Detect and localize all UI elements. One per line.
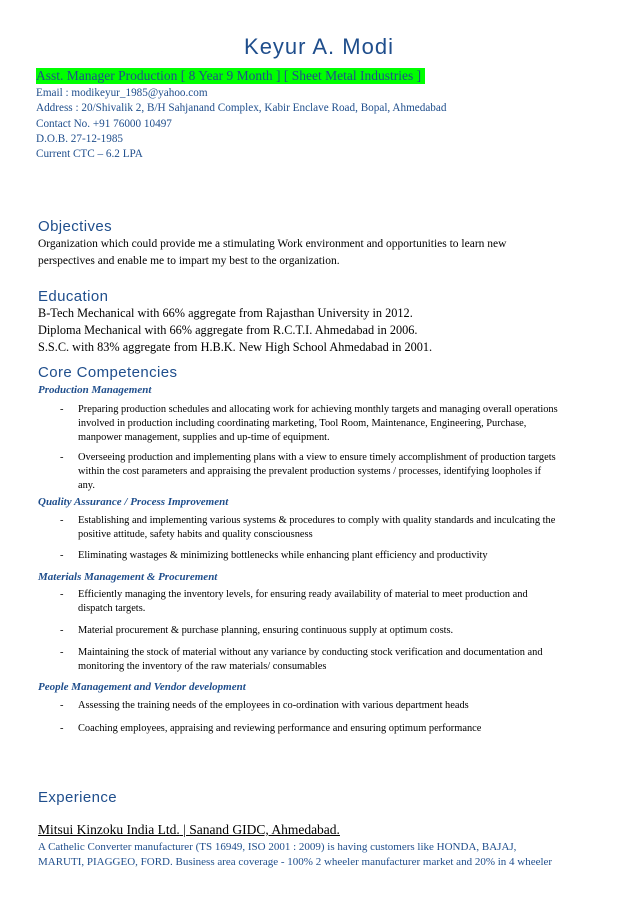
objectives-line: Organization which could provide me a stimulating Work environment and opportunities to learn new — [38, 238, 507, 250]
description-line: MARUTI, PIAGGEO, FORD. Business area coverage - 100% 2 wheeler manufacturer market and 20% in 4 wheeler — [38, 856, 553, 868]
bullet-line: Establishing and implementing various systems & procedures to comply with quality standards and inculcating the — [78, 515, 556, 526]
company-line — [38, 822, 340, 838]
bullet-line: positive attitude, safety habits and quality consciousness — [78, 528, 313, 540]
bullet-line: Efficiently managing the inventory levels, for ensuring ready availability of material to meet production and — [78, 589, 528, 600]
bullet-dash: - — [60, 550, 64, 561]
bullet-line: manpower management, supplies and up-time of equipment. — [78, 431, 330, 443]
company-location: | Sanand GIDC, Ahmedabad. — [179, 822, 340, 837]
bullet-dash: - — [60, 700, 64, 711]
bullet-line: Assessing the training needs of the employees in co-ordination with various department heads — [78, 700, 469, 711]
bullet-line: within the cost parameters and appraising the prevalent production systems / processes, identifying loopholes if — [78, 465, 542, 477]
objectives-text — [38, 236, 578, 270]
bullet-dash: - — [60, 723, 64, 734]
people-subheading: People Management and Vendor development — [38, 681, 246, 693]
company-description — [38, 840, 598, 870]
address-line: Address : 20/Shivalik 2, B/H Sahjanand Complex, Kabir Enclave Road, Bopal, Ahmedabad — [36, 102, 447, 115]
bullet-dash: - — [60, 404, 64, 415]
bullet-line: Overseeing production and implementing plans with a view to ensure timely accomplishment of production targets — [78, 452, 556, 463]
bullet-dash: - — [60, 647, 64, 658]
bullet-dash: - — [60, 515, 64, 526]
education-list — [38, 305, 432, 356]
education-item: S.S.C. with 83% aggregate from H.B.K. New High School Ahmedabad in 2001. — [38, 340, 433, 354]
competencies-heading: Core Competencies — [38, 364, 178, 381]
bullet-line: monitoring the inventory of the raw materials/ consumables — [78, 660, 327, 672]
education-item: B-Tech Mechanical with 66% aggregate from Rajasthan University in 2012. — [38, 306, 413, 320]
description-line: A Cathelic Converter manufacturer (TS 16949, ISO 2001 : 2009) is having customers like HONDA, BAJAJ, — [38, 841, 517, 853]
email-line: Email : modikeyur_1985@yahoo.com — [36, 87, 208, 99]
bullet-line: Eliminating wastages & minimizing bottlenecks while enhancing plant efficiency and productivity — [78, 550, 488, 561]
bullet-dash: - — [60, 625, 64, 636]
dob-line: D.O.B. 27-12-1985 — [36, 132, 124, 145]
bullet-line: any. — [78, 479, 95, 491]
bullet-line: dispatch targets. — [78, 602, 146, 614]
bullet-line: Preparing production schedules and allocating work for achieving monthly targets and managing overall operations — [78, 404, 558, 415]
bullet-line: Maintaining the stock of material without any variance by conducting stock verification and documentation and — [78, 647, 543, 658]
contact-block — [36, 86, 446, 162]
bullet-line: Material procurement & purchase planning, ensuring continuous supply at optimum costs. — [78, 625, 454, 636]
bullet-line: Coaching employees, appraising and reviewing performance and ensuring optimum performance — [78, 723, 482, 734]
company-name: Mitsui Kinzoku India Ltd. — [38, 822, 180, 837]
candidate-name: Keyur A. Modi — [244, 34, 394, 59]
bullet-dash: - — [60, 589, 64, 600]
education-heading: Education — [38, 288, 109, 305]
bullet-dash: - — [60, 452, 64, 463]
objectives-line: perspectives and enable me to impart my best to the organization. — [38, 255, 340, 267]
ctc-line: Current CTC – 6.2 LPA — [36, 148, 143, 161]
materials-subheading: Materials Management & Procurement — [38, 571, 218, 583]
headline-highlight: Asst. Manager Production [ 8 Year 9 Month ] [ Sheet Metal Industries ] — [36, 68, 425, 84]
objectives-heading: Objectives — [38, 218, 113, 235]
contact-number-line: Contact No. +91 76000 10497 — [36, 117, 172, 130]
bullet-line: involved in production including coordinating marketing, Tool Room, Maintenance, Engineering, Purchase, — [78, 417, 527, 429]
education-item: Diploma Mechanical with 66% aggregate from R.C.T.I. Ahmedabad in 2006. — [38, 323, 418, 337]
production-subheading: Production Management — [38, 384, 152, 396]
quality-subheading: Quality Assurance / Process Improvement — [38, 496, 229, 508]
experience-heading: Experience — [38, 789, 118, 806]
